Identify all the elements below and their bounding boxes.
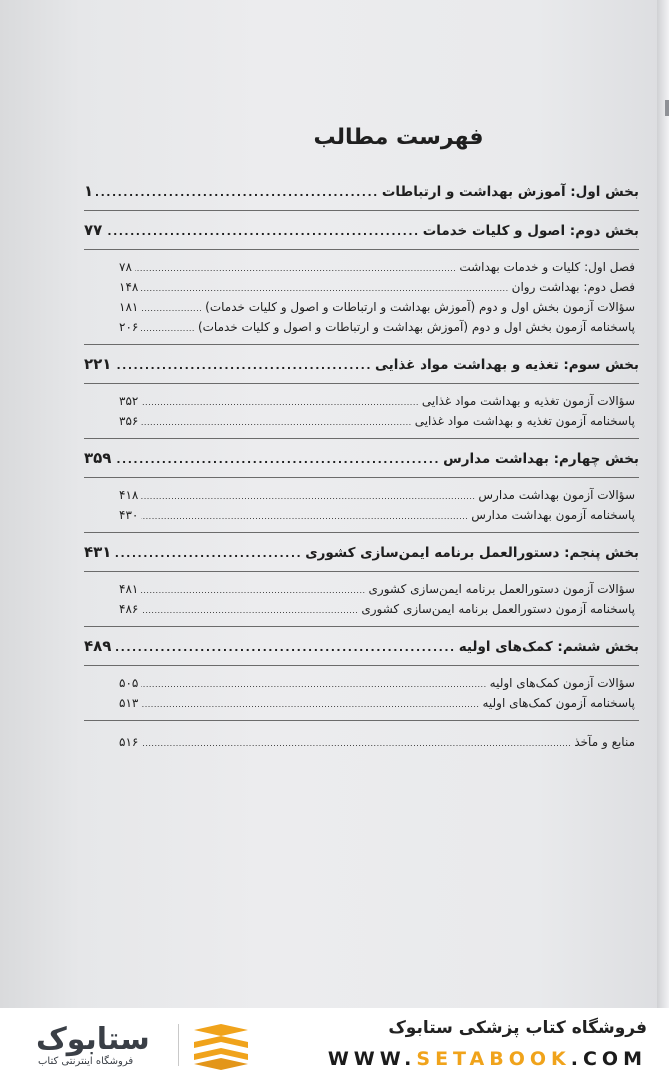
dot-leader xyxy=(135,264,456,273)
dot-leader xyxy=(141,284,508,293)
store-name: فروشگاه کتاب پزشکی ستابوک xyxy=(388,1018,647,1038)
toc-chapter[interactable] xyxy=(119,488,635,502)
toc-chapter[interactable] xyxy=(119,582,635,596)
toc-chapter-label: پاسخنامه آزمون دستورالعمل برنامه ایمن‌سازی کشوری xyxy=(361,602,635,616)
dot-leader xyxy=(114,359,372,372)
toc-references-page: ۵۱۶ xyxy=(119,735,139,749)
section-divider xyxy=(84,665,639,666)
section-divider xyxy=(84,249,639,250)
toc-chapter-page: ۱۴۸ xyxy=(119,280,139,294)
dot-leader xyxy=(96,186,379,199)
toc-chapter[interactable] xyxy=(119,602,635,616)
toc-chapter[interactable] xyxy=(119,414,635,428)
url-prefix: WWW. xyxy=(327,1048,417,1070)
toc-chapter-page: ۴۱۸ xyxy=(119,488,139,502)
store-info xyxy=(328,1018,647,1070)
toc-chapter-page: ۵۱۳ xyxy=(119,696,139,710)
toc-section-page: ۴۸۹ xyxy=(84,637,112,655)
toc-section[interactable] xyxy=(84,637,639,655)
toc-chapter-label: فصل اول: کلیات و خدمات بهداشت xyxy=(459,260,635,274)
toc-section[interactable] xyxy=(84,543,639,561)
section-divider xyxy=(84,571,639,572)
table-of-contents xyxy=(84,125,639,749)
dot-leader xyxy=(105,225,419,238)
toc-chapter-page: ۴۳۰ xyxy=(119,508,139,522)
toc-chapter-label: سؤالات آزمون دستورالعمل برنامه ایمن‌سازی کشوری xyxy=(368,582,635,596)
toc-chapter-page: ۱۸۱ xyxy=(119,300,139,314)
toc-references[interactable] xyxy=(119,735,635,749)
page-edge xyxy=(657,0,669,1008)
toc-section-label: بخش چهارم: بهداشت مدارس xyxy=(443,451,639,467)
toc-title: فهرست مطالب xyxy=(313,125,484,150)
toc-chapter[interactable] xyxy=(119,280,635,294)
dot-leader xyxy=(141,606,358,615)
toc-section-label: بخش اول: آموزش بهداشت و ارتباطات xyxy=(381,184,639,200)
toc-chapter-page: ۳۵۶ xyxy=(119,414,139,428)
toc-section-page: ۱ xyxy=(84,182,94,200)
toc-chapter-page: ۷۸ xyxy=(119,260,132,274)
dot-leader xyxy=(114,453,440,466)
toc-chapter-label: پاسخنامه آزمون تغذیه و بهداشت مواد غذایی xyxy=(414,414,635,428)
toc-chapter-label: سؤالات آزمون بخش اول و دوم (آموزش بهداشت و ارتباطات و اصول و کلیات خدمات) xyxy=(205,300,635,314)
toc-body xyxy=(84,182,639,749)
chapter-list xyxy=(84,260,639,334)
toc-chapter-label: پاسخنامه آزمون بهداشت مدارس xyxy=(471,508,635,522)
store-url[interactable] xyxy=(328,1048,647,1070)
section-divider xyxy=(84,720,639,721)
toc-section-page: ۷۷ xyxy=(84,221,103,239)
toc-chapter[interactable] xyxy=(119,300,635,314)
toc-chapter[interactable] xyxy=(119,676,635,690)
page-edge-mark xyxy=(665,100,669,116)
url-brand: SETABOOK xyxy=(416,1048,571,1070)
logo-divider xyxy=(178,1024,179,1066)
toc-chapter-page: ۳۵۲ xyxy=(119,394,139,408)
toc-chapter-page: ۵۰۵ xyxy=(119,676,139,690)
toc-section-label: بخش پنجم: دستورالعمل برنامه ایمن‌سازی کشوری xyxy=(305,545,639,561)
chapter-list xyxy=(84,676,639,710)
toc-chapter-label: فصل دوم: بهداشت روان xyxy=(511,280,635,294)
toc-section-page: ۳۵۹ xyxy=(84,449,112,467)
section-divider xyxy=(84,344,639,345)
toc-chapter[interactable] xyxy=(119,320,635,334)
toc-section-label: بخش سوم: تغذیه و بهداشت مواد غذایی xyxy=(375,357,639,373)
toc-chapter[interactable] xyxy=(119,260,635,274)
toc-chapter-page: ۲۰۶ xyxy=(119,320,139,334)
logo-wordmark: ستابوک xyxy=(36,1022,150,1057)
chapter-list xyxy=(84,394,639,428)
toc-section[interactable] xyxy=(84,221,639,239)
url-suffix: .COM xyxy=(570,1048,647,1070)
dot-leader xyxy=(141,324,195,333)
logo-subtitle: فروشگاه اینترنتی کتاب xyxy=(38,1056,134,1067)
section-divider xyxy=(84,438,639,439)
toc-chapter-label: سؤالات آزمون بهداشت مدارس xyxy=(478,488,635,502)
dot-leader xyxy=(114,547,302,560)
section-divider xyxy=(84,532,639,533)
section-divider xyxy=(84,626,639,627)
dot-leader xyxy=(141,739,571,748)
section-divider xyxy=(84,210,639,211)
toc-chapter[interactable] xyxy=(119,508,635,522)
dot-leader xyxy=(141,700,479,709)
toc-section-page: ۲۲۱ xyxy=(84,355,112,373)
toc-chapter-page: ۴۸۶ xyxy=(119,602,139,616)
dot-leader xyxy=(141,680,486,689)
chapter-list xyxy=(84,488,639,522)
toc-chapter[interactable] xyxy=(119,394,635,408)
section-divider xyxy=(84,477,639,478)
toc-chapter-label: پاسخنامه آزمون بخش اول و دوم (آموزش بهداشت و ارتباطات و اصول و کلیات خدمات) xyxy=(197,320,635,334)
toc-section-label: بخش ششم: کمک‌های اولیه xyxy=(458,639,639,655)
toc-chapter-label: سؤالات آزمون کمک‌های اولیه xyxy=(489,676,635,690)
dot-leader xyxy=(141,398,419,407)
toc-section[interactable] xyxy=(84,182,639,200)
store-logo[interactable] xyxy=(28,1022,198,1074)
toc-references-label: منابع و مآخذ xyxy=(574,735,635,749)
dot-leader xyxy=(141,492,475,501)
store-footer xyxy=(0,1008,669,1080)
dot-leader xyxy=(141,512,468,521)
toc-section[interactable] xyxy=(84,355,639,373)
toc-chapter-label: پاسخنامه آزمون کمک‌های اولیه xyxy=(482,696,635,710)
toc-chapter-page: ۴۸۱ xyxy=(119,582,139,596)
book-stack-icon xyxy=(190,1022,252,1070)
chapter-list xyxy=(84,582,639,616)
section-divider xyxy=(84,383,639,384)
toc-section-page: ۴۳۱ xyxy=(84,543,112,561)
dot-leader xyxy=(141,304,202,313)
dot-leader xyxy=(141,586,365,595)
dot-leader xyxy=(141,418,411,427)
toc-chapter-label: سؤالات آزمون تغذیه و بهداشت مواد غذایی xyxy=(421,394,635,408)
toc-chapter[interactable] xyxy=(119,696,635,710)
dot-leader xyxy=(114,641,455,654)
toc-section[interactable] xyxy=(84,449,639,467)
toc-section-label: بخش دوم: اصول و کلیات خدمات xyxy=(422,223,639,239)
